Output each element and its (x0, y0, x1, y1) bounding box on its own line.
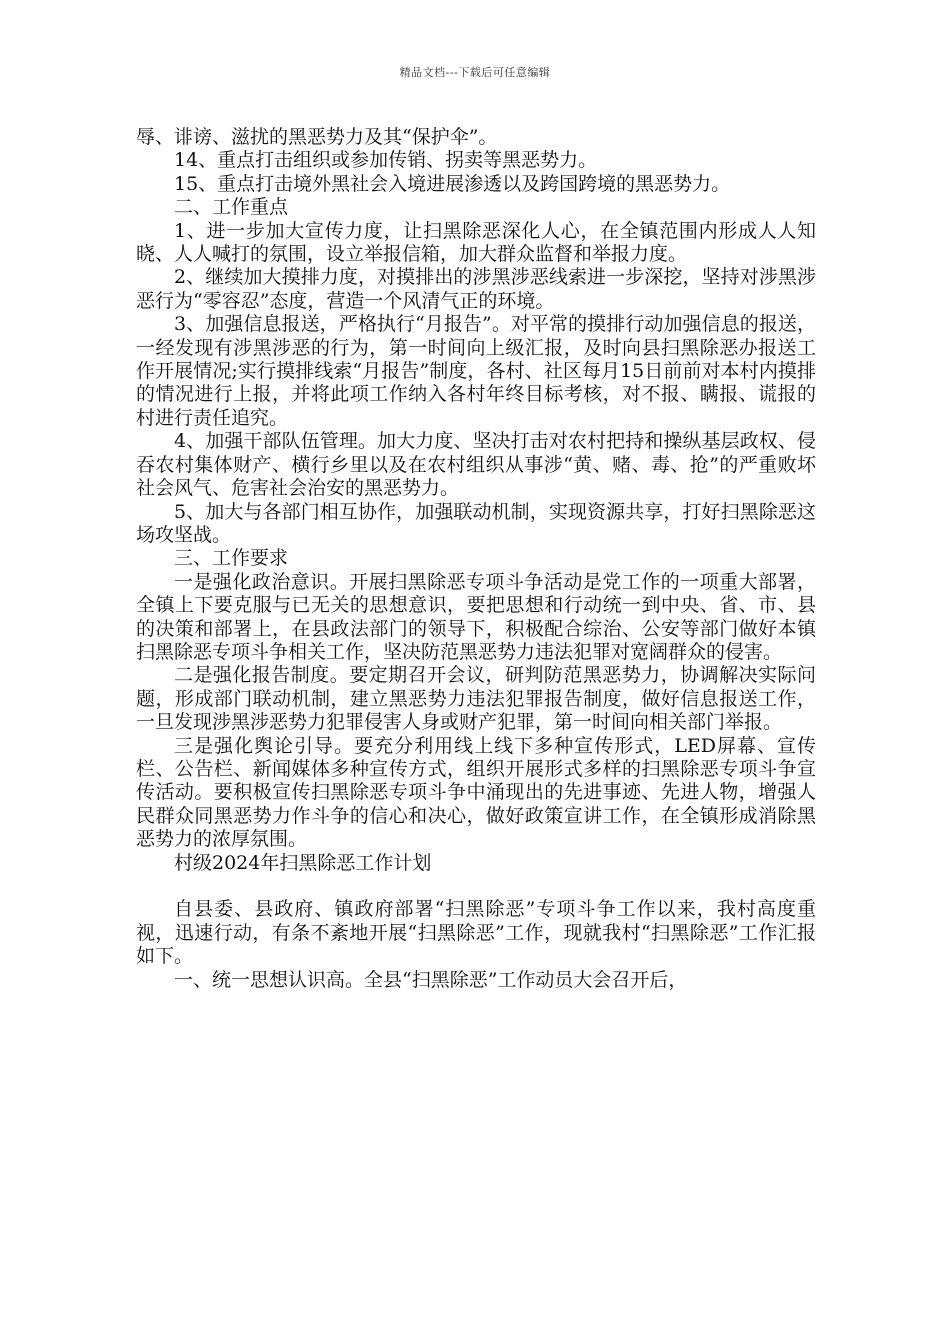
paragraph: 二是强化报告制度。要定期召开会议，研判防范黑恶势力，协调解决实际问题，形成部门联动机制，建立黑恶势力违法犯罪报告制度，做好信息报送工作，一旦发现涉黑涉恶势力犯罪侵害人身或财产犯罪，第一时间向相关部门举报。 (136, 664, 816, 734)
page-header: 精品文档---下载后可任意编辑 (399, 66, 551, 79)
paragraph: 5、加大与各部门相互协作，加强联动机制，实现资源共享，打好扫黑除恶这场攻坚战。 (136, 500, 816, 546)
paragraph: 4、加强干部队伍管理。加大力度、坚决打击对农村把持和操纵基层政权、侵吞农村集体财产、横行乡里以及在农村组织从事涉“黄、赌、毒、抢”的严重败坏社会风气、危害社会治安的黑恶势力。 (136, 430, 816, 500)
paragraph: 村级2024年扫黑除恶工作计划 (174, 851, 432, 874)
paragraph: 1、进一步加大宣传力度，让扫黑除恶深化人心，在全镇范围内形成人人知晓、人人喊打的氛围，设立举报信箱，加大群众监督和举报力度。 (136, 219, 816, 266)
paragraph: 三是强化舆论引导。要充分利用线上线下多种宣传形式，LED屏幕、宣传栏、公告栏、新闻媒体多种宣传方式，组织开展形式多样的扫黑除恶专项斗争宣传活动。要积极宣传扫黑除恶专项斗争中涌现出的先进事迹、先进人物，增强人民群众同黑恶势力作斗争的信心和决心，做好政策宣讲工作，在全镇形成消除黑恶势力的浓厚氛围。 (136, 734, 816, 851)
paragraph: 一是强化政治意识。开展扫黑除恶专项斗争活动是党工作的一项重大部署，全镇上下要克服与已无关的思想意识，要把思想和行动统一到中央、省、市、县的决策和部署上，在县政法部门的领导下，积极配合综治、公安等部门做好本镇扫黑除恶专项斗争相关工作，坚决防范黑恶势力违法犯罪对宽阔群众的侵害。 (136, 570, 816, 663)
paragraph: 自县委、县政府、镇政府部署“扫黑除恶”专项斗争工作以来，我村高度重视，迅速行动，有条不紊地开展“扫黑除恶”工作，现就我村“扫黑除恶”工作汇报如下。 (136, 898, 816, 968)
blank-line (136, 875, 816, 898)
paragraph: 2、继续加大摸排力度，对摸排出的涉黑涉恶线索进一步深挖，坚持对涉黑涉恶行为“零容忍”态度，营造一个风清气正的环境。 (136, 266, 816, 312)
paragraph: 3、加强信息报送，严格执行“月报告”。对平常的摸排行动加强信息的报送，一经发现有涉黑涉恶的行为，第一时间向上级汇报，及时向县扫黑除恶办报送工作开展情况;实行摸排线索“月报告”制度，各村、社区每月15日前前对本村内摸排的情况进行上报，并将此项工作纳入各村年终目标考核，对不报、瞒报、谎报的村进行责任追究。 (136, 313, 816, 429)
paragraph: 三、工作要求 (174, 547, 289, 570)
paragraph: 15、重点打击境外黑社会入境进展渗透以及跨国跨境的黑恶势力。 (174, 172, 731, 195)
paragraph: 辱、诽谤、滋扰的黑恶势力及其“保护伞”。 (136, 126, 498, 148)
paragraph: 一、统一思想认识高。全县“扫黑除恶”工作动员大会召开后， (174, 968, 688, 991)
document-body (136, 126, 816, 992)
paragraph: 二、工作重点 (174, 196, 289, 219)
paragraph: 14、重点打击组织或参加传销、拐卖等黑恶势力。 (174, 149, 598, 172)
